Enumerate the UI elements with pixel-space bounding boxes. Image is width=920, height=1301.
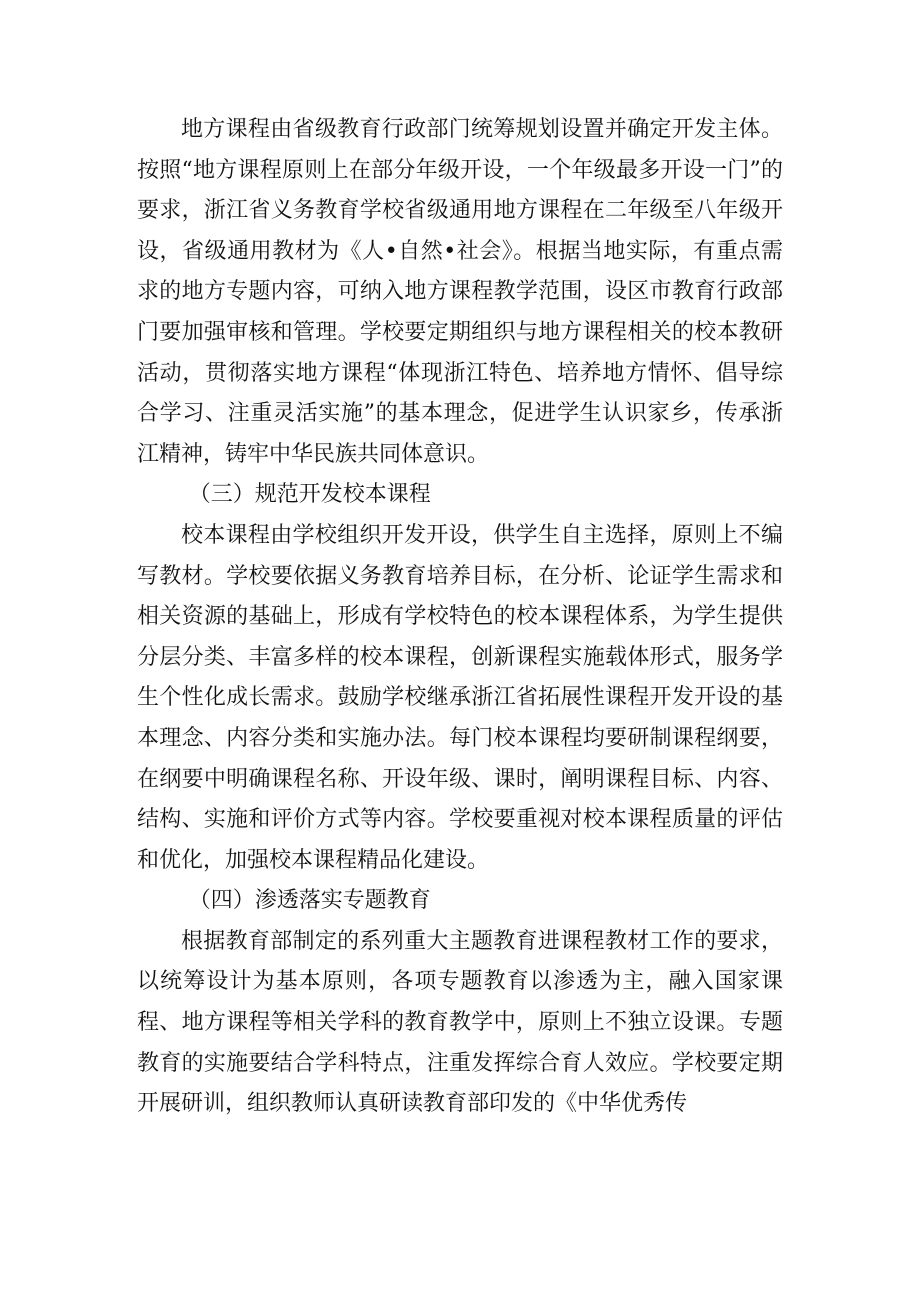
section-heading-4: （四）渗透落实专题教育: [188, 888, 431, 914]
document-body: [137, 110, 783, 1125]
section-heading-3: （三）规范开发校本课程: [188, 482, 431, 508]
paragraph-thematic-education: 根据教育部制定的系列重大主题教育进课程教材工作的要求，以统筹设计为基本原则，各项专题教育以渗透为主，融入国家课程、地方课程等相关学科的教育教学中，原则上不独立设课。专题教育的实施要结合学科特点，注重发挥综合育人效应。学校要定期开展研训，组织教师认真研读教育部印发的《中华优秀传: [137, 928, 783, 1117]
paragraph-school-curriculum: 校本课程由学校组织开发开设，供学生自主选择，原则上不编写教材。学校要依据义务教育培养目标，在分析、论证学生需求和相关资源的基础上，形成有学校特色的校本课程体系，为学生提供分层分类、丰富多样的校本课程，创新课程实施载体形式，服务学生个性化成长需求。鼓励学校继承浙江省拓展性课程开发开设的基本理念、内容分类和实施办法。每门校本课程均要研制课程纲要，在纲要中明确课程名称、开设年级、课时，阐明课程目标、内容、结构、实施和评价方式等内容。学校要重视对校本课程质量的评估和优化，加强校本课程精品化建设。: [137, 522, 783, 873]
paragraph-local-curriculum: 地方课程由省级教育行政部门统筹规划设置并确定开发主体。按照“地方课程原则上在部分年级开设，一个年级最多开设一门”的要求，浙江省义务教育学校省级通用地方课程在二年级至八年级开设，省级通用教材为《人•自然•社会》。根据当地实际，有重点需求的地方专题内容，可纳入地方课程教学范围，设区市教育行政部门要加强审核和管理。学校要定期组织与地方课程相关的校本教研活动，贯彻落实地方课程“体现浙江特色、培养地方情怀、倡导综合学习、注重灵活实施”的基本理念，促进学生认识家乡，传承浙江精神，铸牢中华民族共同体意识。: [137, 117, 783, 467]
